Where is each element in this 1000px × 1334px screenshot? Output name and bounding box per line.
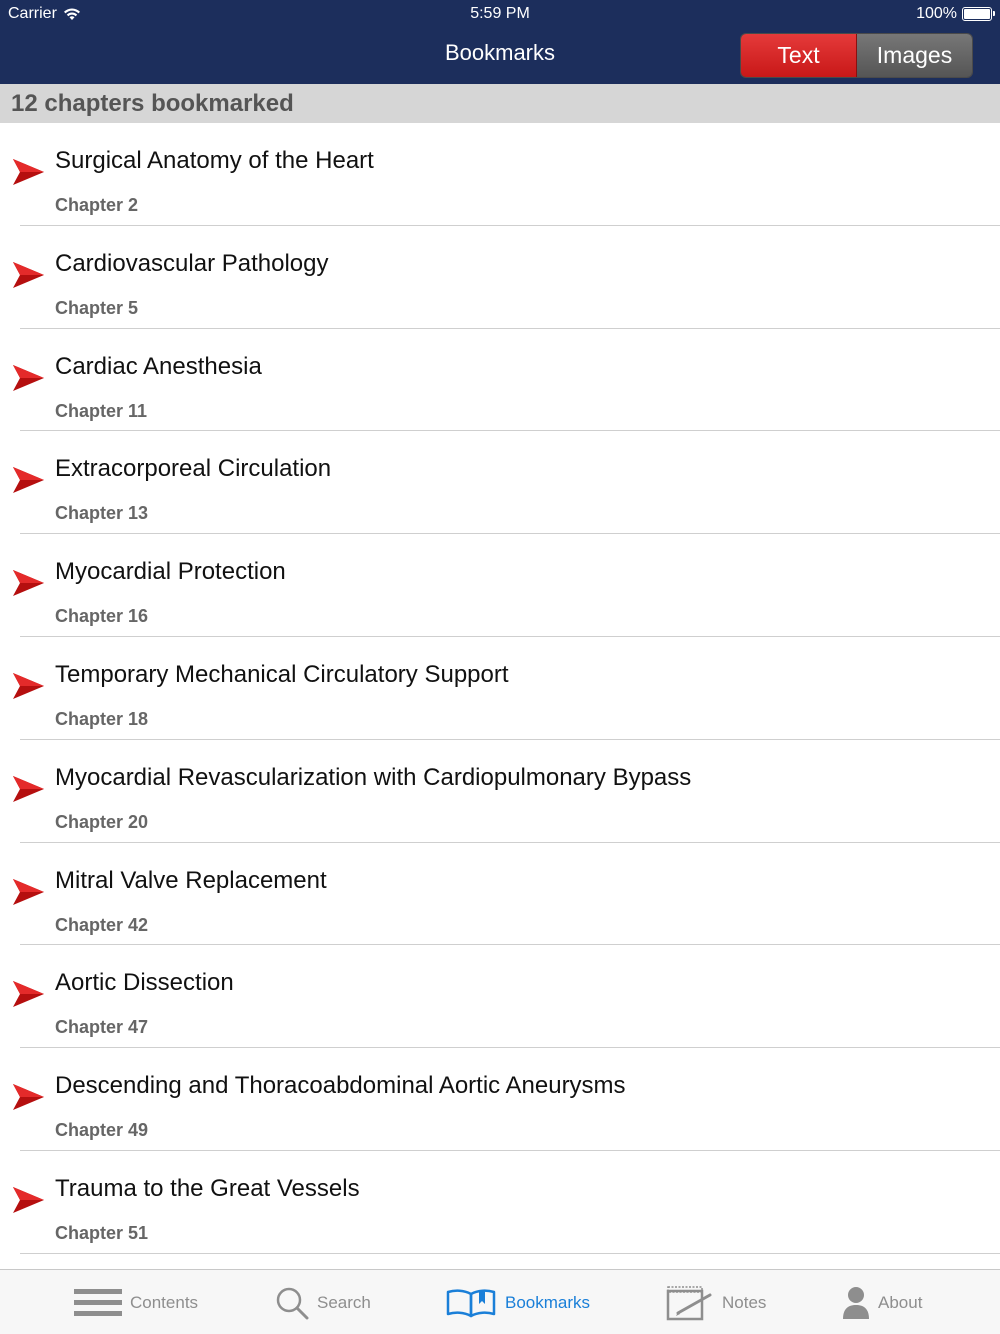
text-images-segmented-control bbox=[740, 33, 973, 78]
red-arrow-icon bbox=[11, 774, 45, 804]
bookmark-title: Temporary Mechanical Circulatory Support bbox=[55, 660, 509, 688]
text-segment-button[interactable]: Text bbox=[741, 34, 857, 77]
bookmark-chapter: Chapter 42 bbox=[55, 914, 149, 935]
bookmark-row[interactable] bbox=[0, 740, 1000, 843]
images-segment-button[interactable]: Images bbox=[857, 34, 972, 77]
bookmark-row[interactable] bbox=[0, 431, 1000, 534]
bookmark-chapter: Chapter 5 bbox=[55, 297, 139, 318]
tab-bar bbox=[0, 1269, 1000, 1334]
red-arrow-icon bbox=[11, 568, 45, 598]
tab-bookmarks-label: Bookmarks bbox=[505, 1292, 591, 1312]
red-arrow-icon bbox=[11, 1185, 45, 1215]
clock: 5:59 PM bbox=[470, 5, 530, 22]
bookmark-chapter: Chapter 49 bbox=[55, 1120, 149, 1141]
open-book-icon bbox=[445, 1288, 497, 1318]
bookmark-title: Mitral Valve Replacement bbox=[55, 866, 327, 894]
battery-percent: 100% bbox=[916, 5, 957, 22]
red-arrow-icon bbox=[11, 157, 45, 187]
tab-search-label: Search bbox=[317, 1292, 371, 1312]
section-header: 12 chapters bookmarked bbox=[0, 84, 1000, 123]
tab-bookmarks[interactable] bbox=[445, 1270, 590, 1334]
list-icon bbox=[74, 1287, 122, 1319]
bookmark-title: Myocardial Revascularization with Cardiopulmonary Bypass bbox=[55, 763, 692, 791]
bookmark-row[interactable] bbox=[0, 534, 1000, 637]
bookmark-title: Trauma to the Great Vessels bbox=[55, 1174, 360, 1202]
bookmark-chapter: Chapter 11 bbox=[55, 400, 148, 421]
bookmark-chapter: Chapter 20 bbox=[55, 811, 149, 832]
bookmark-chapter: Chapter 2 bbox=[55, 195, 139, 215]
bookmark-title: Descending and Thoracoabdominal Aortic Aneurysms bbox=[55, 1072, 626, 1100]
red-arrow-icon bbox=[11, 979, 45, 1009]
tab-about[interactable] bbox=[842, 1270, 922, 1334]
bookmark-row[interactable] bbox=[0, 843, 1000, 946]
status-bar bbox=[0, 0, 1000, 28]
bookmark-chapter: Chapter 18 bbox=[55, 708, 149, 729]
tab-about-label: About bbox=[878, 1292, 923, 1312]
bookmark-chapter: Chapter 13 bbox=[55, 503, 149, 524]
red-arrow-icon bbox=[11, 1082, 45, 1112]
bookmark-row[interactable] bbox=[0, 1151, 1000, 1254]
bookmark-row[interactable] bbox=[0, 123, 1000, 226]
bookmark-title: Aortic Dissection bbox=[55, 969, 234, 997]
row-divider bbox=[20, 1253, 1000, 1254]
bookmark-row[interactable] bbox=[0, 329, 1000, 432]
tab-notes-label: Notes bbox=[722, 1292, 767, 1312]
red-arrow-icon bbox=[11, 260, 45, 290]
tab-contents-label: Contents bbox=[130, 1292, 199, 1312]
red-arrow-icon bbox=[11, 671, 45, 701]
red-arrow-icon bbox=[11, 465, 45, 495]
bookmark-chapter: Chapter 16 bbox=[55, 606, 149, 627]
tab-search[interactable] bbox=[275, 1270, 371, 1334]
red-arrow-icon bbox=[11, 877, 45, 907]
page-title: Bookmarks bbox=[444, 40, 556, 65]
bookmark-list bbox=[0, 123, 1000, 1254]
bookmark-row[interactable] bbox=[0, 226, 1000, 329]
bookmark-title: Myocardial Protection bbox=[55, 558, 286, 586]
red-arrow-icon bbox=[11, 363, 45, 393]
tab-notes[interactable] bbox=[666, 1270, 766, 1334]
top-bar bbox=[0, 0, 1000, 84]
battery-icon bbox=[962, 7, 992, 21]
bookmark-title: Cardiac Anesthesia bbox=[55, 352, 262, 380]
bookmark-title: Cardiovascular Pathology bbox=[55, 249, 329, 277]
bookmark-row[interactable] bbox=[0, 1048, 1000, 1151]
bookmark-chapter: Chapter 47 bbox=[55, 1017, 149, 1038]
carrier-label: Carrier bbox=[8, 5, 57, 22]
bookmark-title: Extracorporeal Circulation bbox=[55, 455, 332, 483]
search-icon bbox=[275, 1286, 309, 1320]
bookmark-row[interactable] bbox=[0, 945, 1000, 1048]
bookmark-chapter: Chapter 51 bbox=[55, 1222, 149, 1243]
person-icon bbox=[842, 1286, 870, 1320]
battery-indicator bbox=[916, 5, 992, 23]
bookmark-row[interactable] bbox=[0, 637, 1000, 740]
tab-contents[interactable] bbox=[74, 1270, 198, 1334]
bookmark-title: Surgical Anatomy of the Heart bbox=[55, 147, 374, 174]
notepad-icon bbox=[666, 1285, 714, 1321]
